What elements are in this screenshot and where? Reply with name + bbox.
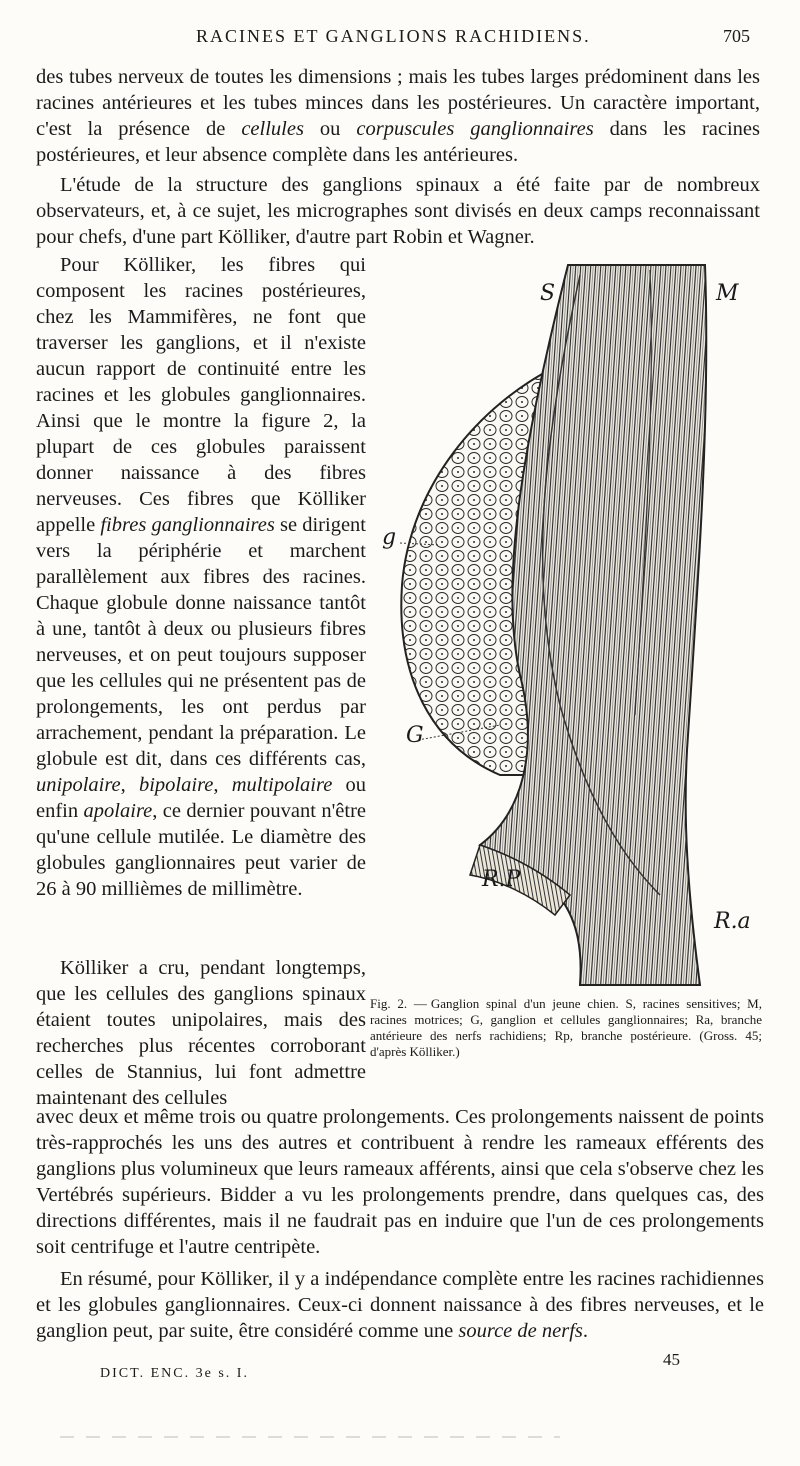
figure-label-g: g [382,525,397,550]
figure-label-ra: R.a [714,909,751,934]
signature-number: 45 [663,1350,680,1369]
italic-term: cellules [241,118,304,140]
figure-caption [370,996,762,1060]
figure-label-rp: R.P [482,867,521,892]
text-run: , ce dernier pouvant n'être qu'une cellule mutilée. Le diamètre des globules ganglionnaires peut varier de 26 à 90 millièmes de millimètre. [36,800,367,900]
text-run: ou [303,118,357,140]
figure-label-s: S [540,281,556,306]
paragraph-3 [36,252,366,902]
italic-term: fibres ganglionnaires [100,514,275,536]
text-run: Pour Kölliker, les fibres qui composent les racines postérieures, chez les Mammifères, ne font que traverser les ganglions, et il n'existe aucun rapport de continuité entre les racines et les globules ganglionnaires. Ainsi que le montre la figure 2, la plupart de ces globules paraissent donner naissance à des fibres nerveuses. Ces fibres que Kölliker appelle [36,254,366,536]
figure-label-m: M [716,281,739,306]
text-run: se dirigent vers la périphérie et marchent parallèlement aux fibres des racines. Chaque globule donne naissance tantôt à une, tantôt à deux ou plusieurs fibres nerveuses, et on peut toujours supposer que les cellules qui ne présentent pas de prolongements, les ont perdus par arrachement, pendant la préparation. Le globule est dit, dans ces différents cas, [36,514,366,770]
figure-label-ganglion: G [406,723,424,748]
text-run: En résumé, pour Kölliker, il y a indépendance complète entre les racines rachidiennes et les globules ganglionnaires. Ceux-ci donnent naissance à des fibres nerveuses, et le ganglion peut, par suite, être considéré comme une [36,1268,764,1342]
italic-term: source de nerfs [458,1320,583,1342]
text-run: des tubes nerveux de toutes les dimensions ; mais les tubes larges prédominent dans les racines antérieures et les tubes minces dans les postérieures. Un caractère important, c'est la présence de [36,66,760,140]
page-number: 705 [723,26,750,46]
text-run: . [582,1320,589,1342]
text-run: dans les racines postérieures, et leur absence complète dans les antérieures. [36,118,760,166]
italic-term: unipolaire [36,774,121,796]
paragraph-4-column: Kölliker a cru, pendant longtemps, que les cellules des ganglions spinaux étaient toutes unipolaires, mais des recherches plus récentes corroborant celles de Stannius, lui font admettre maintenant des cellules [36,957,366,1109]
italic-term: corpuscules ganglionnaires [356,118,594,140]
signature-mark: DICT. ENC. 3e s. I. [100,1366,249,1381]
italic-term: multipolaire [231,774,333,796]
text-run: , [120,774,139,796]
text-run: , [213,774,232,796]
paragraph-2: L'étude de la structure des ganglions spinaux a été faite par de nombreux observateurs, et, à ce sujet, les micrographes sont divisés en deux camps reconnaissant pour chefs, d'une part Kölliker, d'autre part Robin et Wagner. [36,174,760,248]
caption-text: Ganglion spinal d'un jeune chien. S, racines sensitives; M, racines motrices; G, ganglion et cellules ganglionnaires; Ra, branche antérieure des nerfs rachidiens; Rp, branche postérieure. (Gross. 45; d'après Kölliker.) [370,996,762,1059]
bleed-through-line [60,1436,560,1438]
running-header [36,26,760,50]
caption-label: Fig. 2. — [370,996,427,1011]
paragraph-4-continued: avec deux et même trois ou quatre prolongements. Ces prolongements naissent de points très-rapprochés les uns des autres et contribuent à rendre les rameaux efférents des ganglions plus volumineux que leurs rameaux afférents, ainsi que cela s'observe chez les Vertébrés supérieurs. Bidder a vu les prolongements prendre, dans quelques cas, des directions différentes, mais il ne faudrait pas en induire que l'un de ces prolongements soit centrifuge et l'autre centripète. [36,1106,764,1258]
paragraph-1 [36,64,760,168]
text-run: ou enfin [36,774,367,822]
paragraph-5 [36,1266,764,1344]
figure-2-ganglion-illustration [370,255,770,990]
ganglion-engraving [370,255,770,990]
page-footer [100,1344,680,1381]
header-title: RACINES ET GANGLIONS RACHIDIENS. [196,26,591,46]
italic-term: apolaire [83,800,153,822]
italic-term: bipolaire [138,774,214,796]
